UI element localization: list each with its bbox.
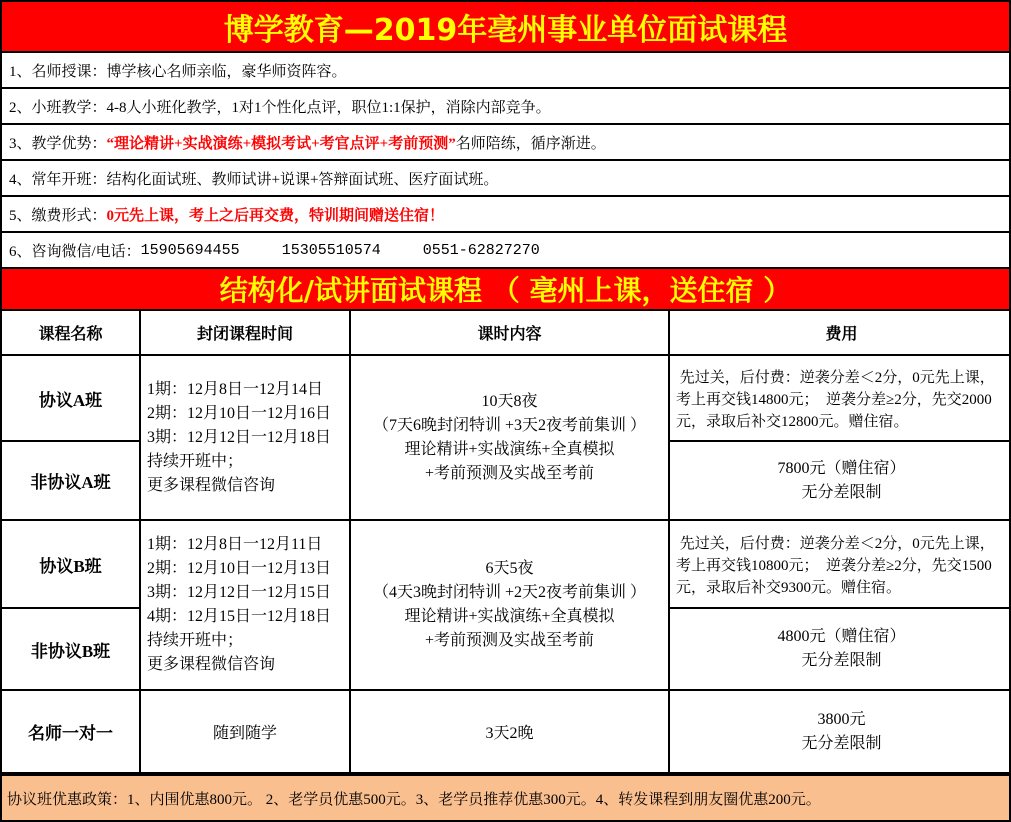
fee-line: 无分差限制 bbox=[801, 483, 882, 501]
time-line: 1期：12月8日一12月14日 bbox=[147, 380, 324, 398]
content-line: （4天3晚封闭特训 +2天2夜考前集训 ） bbox=[372, 584, 647, 601]
time-line: 更多课程微信咨询 bbox=[147, 656, 276, 673]
course-time-a bbox=[140, 355, 350, 520]
content-line: 理论精讲+实战演练+全真模拟 bbox=[404, 608, 615, 625]
course-fee-one-on-one bbox=[669, 690, 1011, 773]
header-course-name: 课程名称 bbox=[2, 311, 140, 355]
course-fee-non-agreement-b bbox=[669, 608, 1011, 690]
time-line: 更多课程微信咨询 bbox=[147, 476, 276, 494]
course-section-banner bbox=[2, 269, 1009, 311]
fee-line: 7800元（赠住宿） bbox=[777, 459, 906, 477]
table-header-row bbox=[2, 311, 1011, 355]
info-label: 6、咨询微信/电话： bbox=[9, 243, 141, 260]
phone-number-3: 0551-62827270 bbox=[422, 241, 540, 259]
fee-line: 3800元 bbox=[817, 710, 866, 728]
info-line-advantage bbox=[2, 125, 1009, 161]
course-fee-non-agreement-a bbox=[669, 441, 1011, 520]
content-line: 6天5夜 bbox=[485, 560, 534, 577]
course-name-agreement-a: 协议A班 bbox=[2, 355, 140, 441]
info-line-teachers bbox=[2, 53, 1009, 89]
discount-policy-bar bbox=[2, 774, 1009, 820]
table-row-one-on-one bbox=[2, 690, 1011, 773]
main-title: 博学教育—2019年亳州事业单位面试课程 bbox=[223, 12, 788, 48]
course-name-one-on-one: 名师一对一 bbox=[2, 690, 140, 773]
info-label: 2、小班教学： bbox=[9, 99, 107, 116]
info-line-classes bbox=[2, 161, 1009, 197]
course-name-agreement-b: 协议B班 bbox=[2, 520, 140, 608]
time-line: 持续开班中； bbox=[147, 452, 244, 470]
info-line-small-class bbox=[2, 89, 1009, 125]
content-line: 理论精讲+实战演练+全真模拟 bbox=[404, 440, 615, 458]
time-line: 2期：12月10日一12月16日 bbox=[147, 404, 332, 422]
course-time-one-on-one: 随到随学 bbox=[140, 690, 350, 773]
table-row-agreement-b bbox=[2, 520, 1011, 608]
info-label: 5、缴费形式： bbox=[9, 207, 107, 224]
info-text: 结构化面试班、教师试讲+说课+答辩面试班、医疗面试班。 bbox=[106, 171, 499, 188]
info-highlight-red: “理论精讲+实战演练+模拟考试+考官点评+考前预测” bbox=[106, 135, 456, 152]
course-content-a bbox=[350, 355, 669, 520]
time-line: 1期：12月8日一12月11日 bbox=[147, 536, 323, 553]
course-section-title: 结构化/试讲面试课程 （ 亳州上课，送住宿 ） bbox=[219, 274, 792, 307]
info-label: 1、名师授课： bbox=[9, 63, 107, 80]
course-table bbox=[2, 311, 1011, 774]
info-line-contact bbox=[2, 233, 1009, 269]
discount-policy-text: 协议班优惠政策：1、内围优惠800元。 2、老学员优惠500元。3、老学员推荐优惠300元。4、转发课程到朋友圈优惠200元。 bbox=[7, 791, 821, 808]
content-line: （7天6晚封闭特训 +3天2夜考前集训 ） bbox=[372, 416, 647, 434]
course-content-b bbox=[350, 520, 669, 690]
fee-line: 无分差限制 bbox=[801, 652, 882, 669]
info-highlight-red: 0元先上课，考上之后再交费，特训期间赠送住宿！ bbox=[106, 207, 445, 224]
info-line-payment bbox=[2, 197, 1009, 233]
content-line: +考前预测及实战至考前 bbox=[424, 632, 595, 649]
table-row-agreement-a bbox=[2, 355, 1011, 441]
course-time-b bbox=[140, 520, 350, 690]
header-course-time: 封闭课程时间 bbox=[140, 311, 350, 355]
info-label: 4、常年开班： bbox=[9, 171, 107, 188]
course-name-non-agreement-b: 非协议B班 bbox=[2, 608, 140, 690]
info-text: 博学核心名师亲临，豪华师资阵容。 bbox=[106, 63, 347, 80]
time-line: 持续开班中； bbox=[147, 632, 244, 649]
header-course-fee: 费用 bbox=[669, 311, 1011, 355]
info-text: 名师陪练，循序渐进。 bbox=[455, 135, 606, 152]
info-text: 4-8人小班化教学，1对1个性化点评，职位1:1保护，消除内部竞争。 bbox=[106, 99, 551, 116]
phone-number-2: 15305510574 bbox=[281, 241, 381, 259]
fee-line: 无分差限制 bbox=[801, 734, 882, 752]
time-line: 2期：12月10日一12月13日 bbox=[147, 560, 332, 577]
content-line: 10天8夜 bbox=[481, 392, 538, 410]
time-line: 3期：12月12日一12月18日 bbox=[147, 428, 332, 446]
course-content-one-on-one: 3天2晚 bbox=[350, 690, 669, 773]
course-fee-agreement-b: 先过关，后付费：逆袭分差＜2分，0元先上课，考上再交钱10800元； 逆袭分差≥2分，先交1500元，录取后补交9300元。赠住宿。 bbox=[669, 520, 1011, 608]
time-line: 4期：12月15日一12月18日 bbox=[147, 608, 332, 625]
fee-line: 4800元（赠住宿） bbox=[777, 628, 906, 645]
course-fee-agreement-a: 先过关，后付费：逆袭分差＜2分，0元先上课，考上再交钱14800元； 逆袭分差≥2分，先交2000元，录取后补交12800元。赠住宿。 bbox=[669, 355, 1011, 441]
course-name-non-agreement-a: 非协议A班 bbox=[2, 441, 140, 520]
time-line: 3期：12月12日一12月15日 bbox=[147, 584, 332, 601]
info-label: 3、教学优势： bbox=[9, 135, 107, 152]
header-course-content: 课时内容 bbox=[350, 311, 669, 355]
content-line: +考前预测及实战至考前 bbox=[424, 464, 595, 482]
phone-number-1: 15905694455 bbox=[140, 241, 240, 259]
main-title-banner bbox=[2, 2, 1009, 53]
